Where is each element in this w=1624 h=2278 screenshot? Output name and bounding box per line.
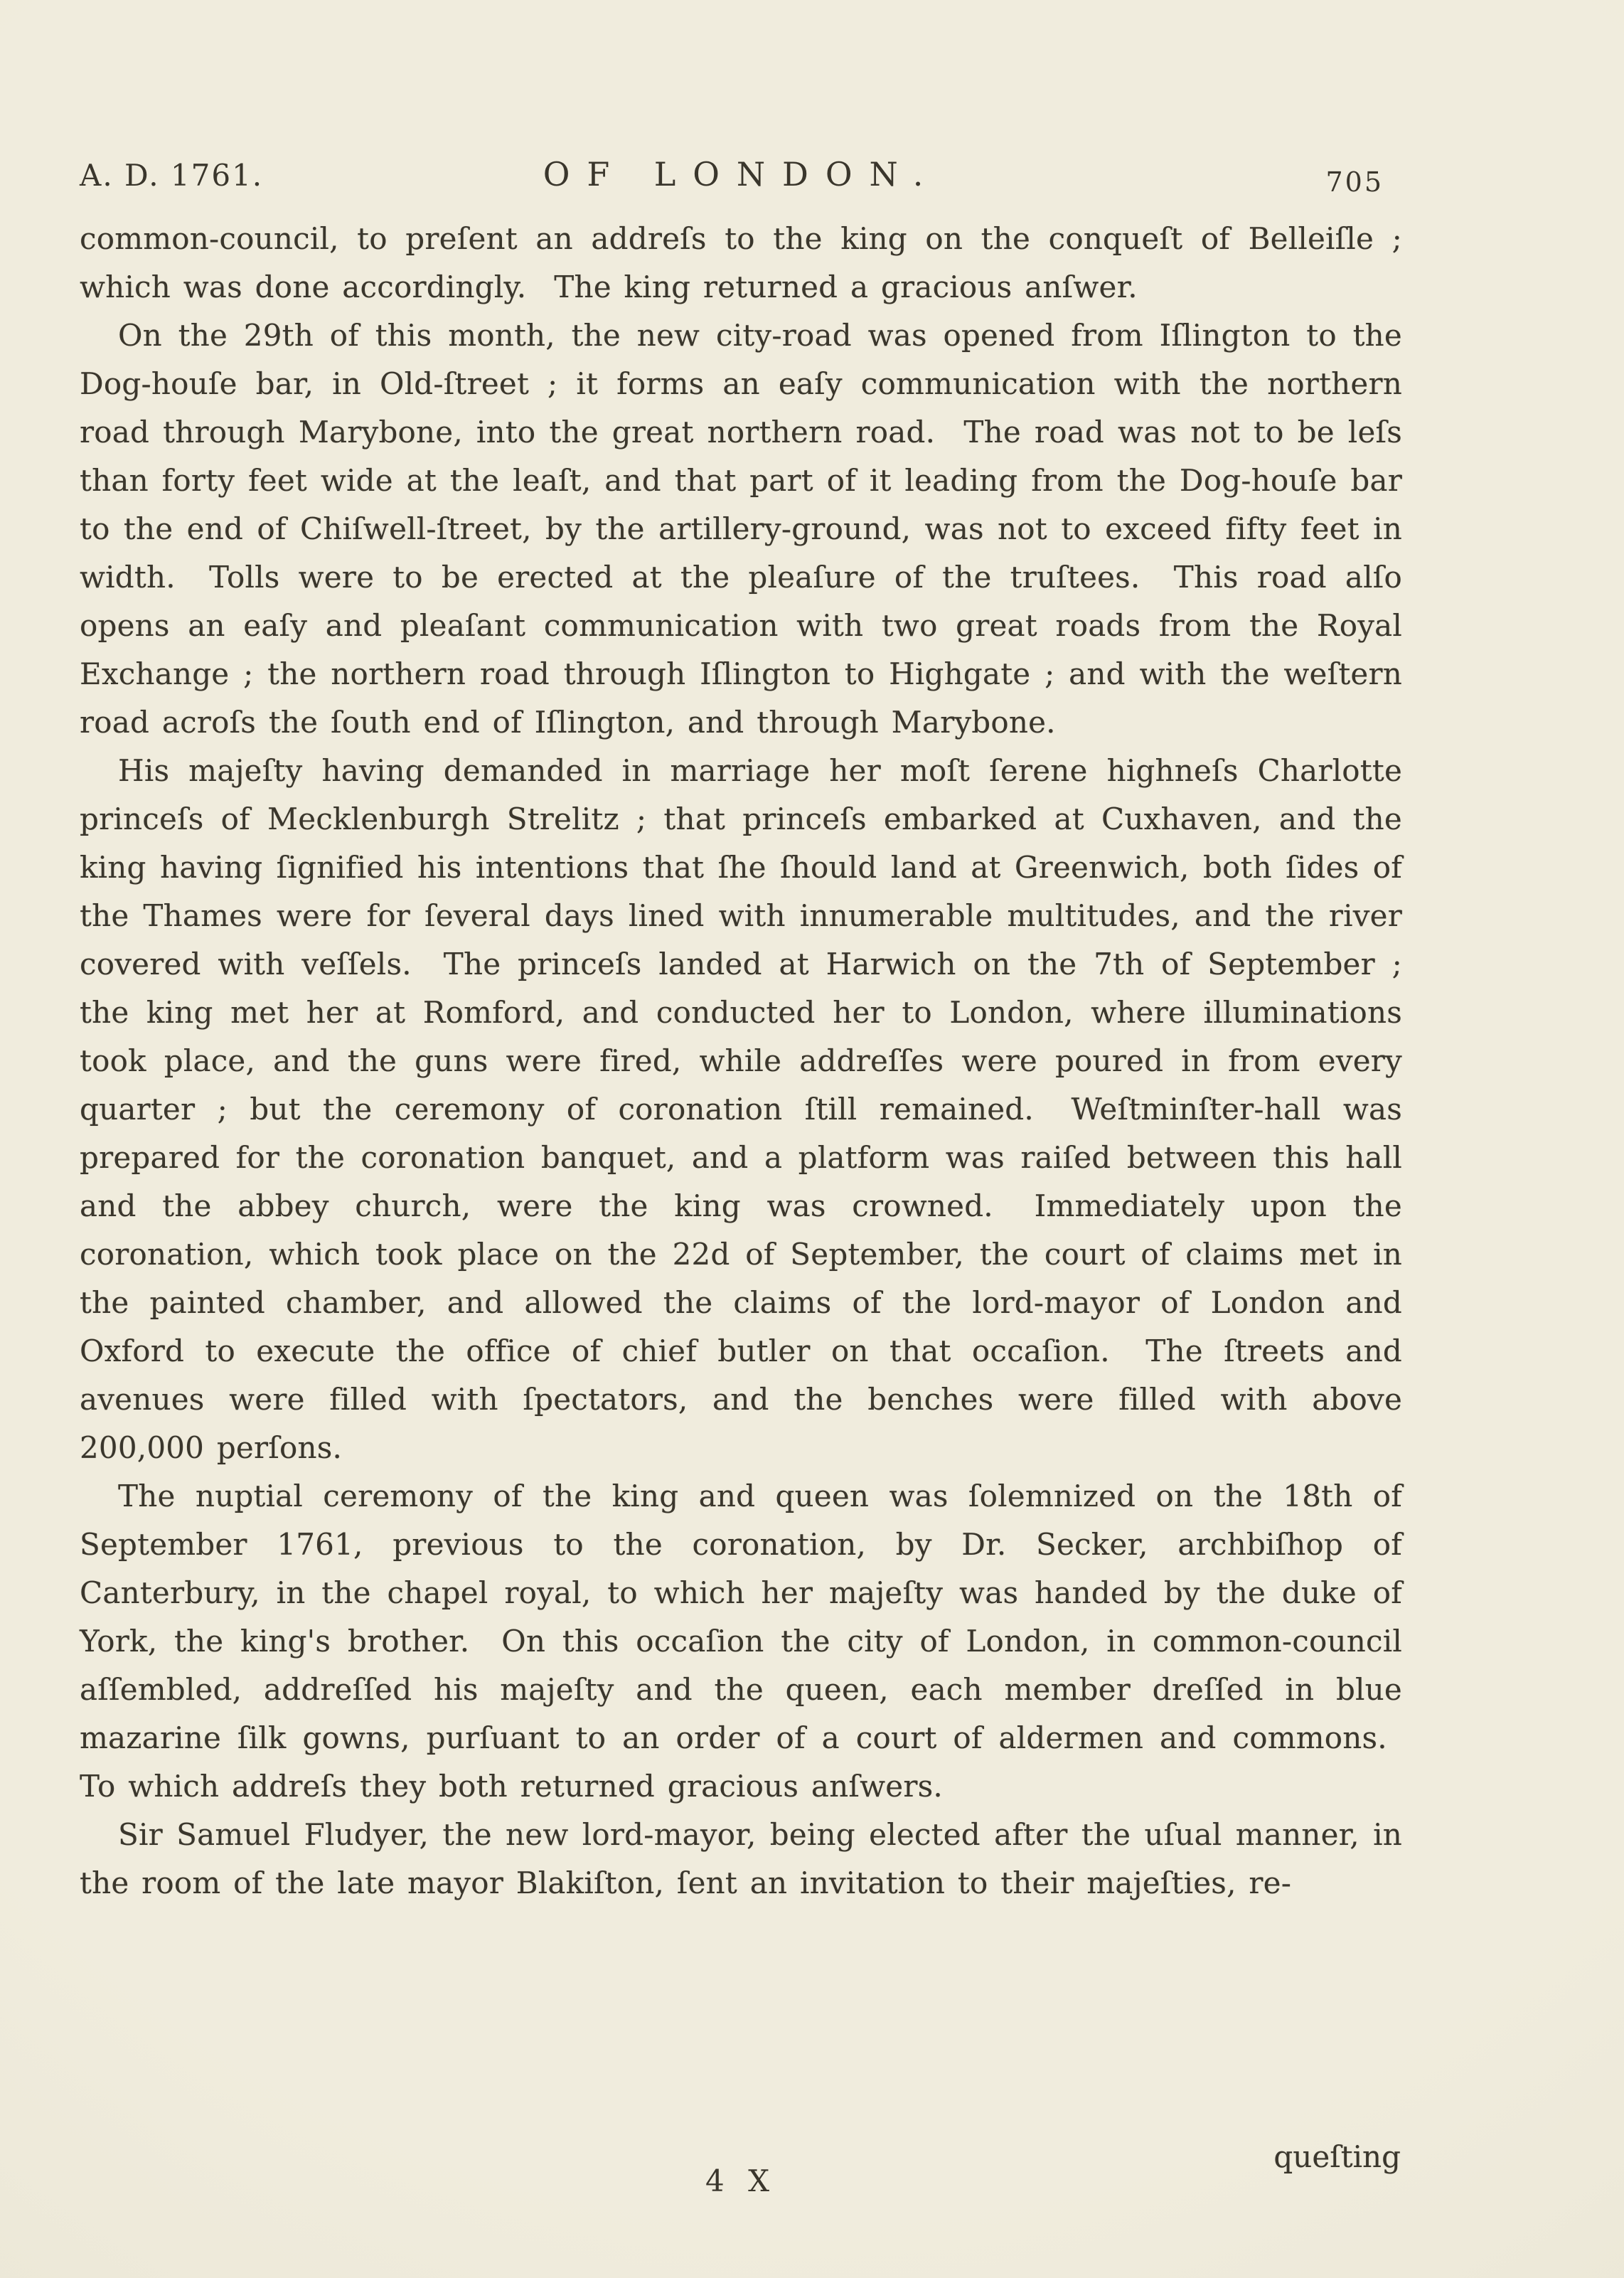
paragraph-city-road: On the 29th of this month, the new city-road was opened from Iſlington to the Dog-houſe bar, in Old-ſtreet ; it forms an eaſy communication with the northern road through Marybone, into the great northern road. The road was not to be leſs than forty feet wide at the leaſt, and that part of it leading from the Dog-houſe bar to the end of Chiſwell-ſtreet, by the artillery-ground, was not to exceed fifty feet in width. Tolls were to be erected at the pleaſure of the truſtees. This road alſo opens an eaſy and pleaſant communication with two great roads from the Royal Exchange ; the northern road through Iſlington to Highgate ; and with the weſtern road acroſs the ſouth end of Iſlington, and through Marybone. — [80, 318, 1402, 740]
page-text — [80, 215, 1402, 1907]
paragraph-continued: common-council, to preſent an addreſs to the king on the conqueſt of Belleiſle ; which was done accordingly. The king returned a gracious anſwer. — [80, 221, 1402, 304]
paragraph-marriage-coronation: His majeſty having demanded in marriage her moſt ſerene highneſs Charlotte princeſs of Mecklenburgh Strelitz ; that princeſs embarked at Cuxhaven, and the king having ſignified his intentions that ſhe ſhould land at Greenwich, both ſides of the Thames were for ſeveral days lined with innumerable multitudes, and the river covered with veſſels. The princeſs landed at Harwich on the 7th of September ; the king met her at Romford, and conducted her to London, where illuminations took place, and the guns were fired, while addreſſes were poured in from every quarter ; but the ceremony of coronation ſtill remained. Weſtminſter-hall was prepared for the coronation banquet, and a platform was raiſed between this hall and the abbey church, were the king was crowned. Immediately upon the coronation, which took place on the 22d of September, the court of claims met in the painted chamber, and allowed the claims of the lord-mayor of London and Oxford to execute the office of chief butler on that occaſion. The ſtreets and avenues were filled with ſpectators, and the benches were filled with above 200,000 perſons. — [80, 753, 1402, 1465]
page-number: 705 — [1325, 166, 1384, 198]
paragraph-lord-mayor: Sir Samuel Fludyer, the new lord-mayor, being elected after the uſual manner, in the room of the late mayor Blakiſton, ſent an invitation to their majeſties, re- — [80, 1817, 1402, 1900]
paragraph-nuptial-ceremony: The nuptial ceremony of the king and queen was ſolemnized on the 18th of September 1761, previous to the coronation, by Dr. Secker, archbiſhop of Canterbury, in the chapel royal, to which her majeſty was handed by the duke of York, the king's brother. On this occaſion the city of London, in common-council aſſembled, addreſſed his majeſty and the queen, each member dreſſed in blue mazarine ſilk gowns, purſuant to an order of a court of aldermen and commons. To which addreſs they both returned gracious anſwers. — [80, 1479, 1402, 1804]
page-header — [80, 155, 1404, 198]
page-footer — [80, 2139, 1402, 2225]
running-head-date: A. D. 1761. — [80, 158, 264, 193]
running-head-title: OF LONDON. — [543, 155, 941, 193]
signature-mark: 4 X — [705, 2163, 776, 2198]
catchword: queſting — [1273, 2139, 1401, 2174]
